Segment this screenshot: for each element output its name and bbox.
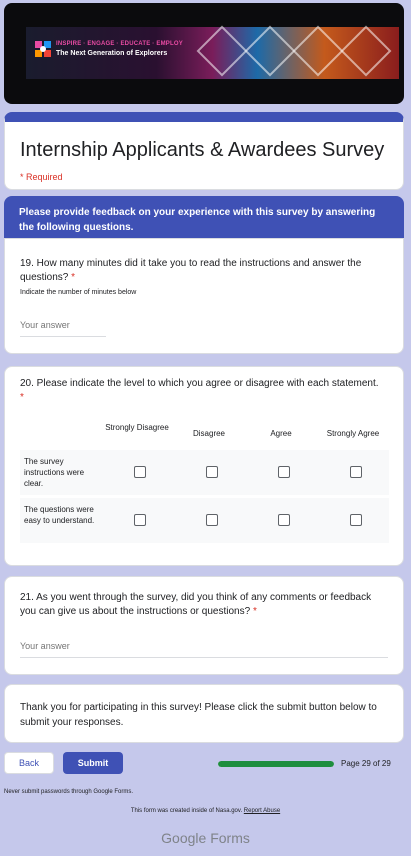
question-21-title: 21. As you went through the survey, did you think of any comments or feedback you can give us about the instructions or questions? * bbox=[20, 592, 372, 617]
required-note: * Required bbox=[20, 172, 63, 182]
row-label: The questions were easy to understand. bbox=[24, 505, 95, 525]
banner-diamond-icon bbox=[197, 26, 248, 77]
column-disagree: Disagree bbox=[192, 429, 225, 438]
footer-disclaimer: This form was created inside of Nasa.gov. Report Abuse bbox=[130, 808, 281, 814]
form-title-card bbox=[4, 112, 404, 190]
required-mark: * bbox=[252, 606, 257, 617]
question-21-card bbox=[4, 576, 404, 675]
question-21-input[interactable] bbox=[20, 641, 388, 658]
banner-diamond-icon bbox=[341, 26, 392, 77]
closing-card bbox=[4, 684, 404, 743]
progress-label: Page 29 of 29 bbox=[341, 759, 391, 768]
checkbox-row2-strongly-disagree[interactable] bbox=[134, 514, 146, 526]
question-19-input[interactable] bbox=[20, 320, 106, 337]
progress-bar bbox=[218, 761, 334, 767]
grid-row bbox=[20, 450, 389, 495]
google-forms-logo: Google Forms bbox=[161, 830, 250, 846]
checkbox-row2-disagree[interactable] bbox=[206, 514, 218, 526]
checkbox-row1-strongly-disagree[interactable] bbox=[134, 466, 146, 478]
question-19-title: 19. How many minutes did it take you to read the instructions and answer the questions? * bbox=[20, 258, 362, 283]
banner-subtitle: The Next Generation of Explorers bbox=[56, 50, 168, 57]
required-mark: * bbox=[20, 392, 24, 403]
password-warning: Never submit passwords through Google Forms. bbox=[4, 789, 134, 795]
checkbox-row1-strongly-agree[interactable] bbox=[350, 466, 362, 478]
banner-diamond-icon bbox=[293, 26, 344, 77]
grid-header bbox=[20, 422, 389, 450]
progress-bar-fill bbox=[218, 761, 334, 767]
banner-diamond-icon bbox=[245, 26, 296, 77]
section-header bbox=[4, 196, 404, 240]
closing-text: Thank you for participating in this survey! Please click the submit button below to submit your responses. bbox=[20, 702, 377, 728]
section-description: Please provide feedback on your experience with this survey by answering the following questions. bbox=[19, 207, 376, 233]
banner-image bbox=[26, 27, 399, 79]
column-strongly-agree: Strongly Agree bbox=[326, 429, 380, 438]
checkbox-row2-agree[interactable] bbox=[278, 514, 290, 526]
checkbox-row2-strongly-agree[interactable] bbox=[350, 514, 362, 526]
column-strongly-disagree: Strongly Disagree bbox=[105, 423, 169, 432]
header-banner bbox=[4, 3, 404, 104]
report-abuse-link[interactable]: Report Abuse bbox=[243, 808, 281, 814]
form-title: Internship Applicants & Awardees Survey bbox=[20, 139, 385, 161]
required-mark: * bbox=[71, 272, 76, 283]
question-19-card bbox=[4, 238, 404, 354]
back-button[interactable]: Back bbox=[4, 752, 54, 774]
grid-row bbox=[20, 498, 389, 543]
checkbox-row1-disagree[interactable] bbox=[206, 466, 218, 478]
question-20-title: 20. Please indicate the level to which you agree or disagree with each statement. * bbox=[20, 378, 379, 403]
question-20-card bbox=[4, 366, 404, 566]
column-agree: Agree bbox=[270, 429, 292, 438]
question-20-grid bbox=[20, 422, 389, 546]
checkbox-row1-agree[interactable] bbox=[278, 466, 290, 478]
submit-button[interactable]: Submit bbox=[63, 752, 123, 774]
question-19-help: Indicate the number of minutes below bbox=[20, 289, 137, 296]
row-label: The survey instructions were clear. bbox=[24, 457, 85, 488]
banner-tagline: INSPIRE · ENGAGE · EDUCATE · EMPLOY bbox=[56, 41, 183, 47]
nasa-logo-icon bbox=[34, 40, 52, 58]
